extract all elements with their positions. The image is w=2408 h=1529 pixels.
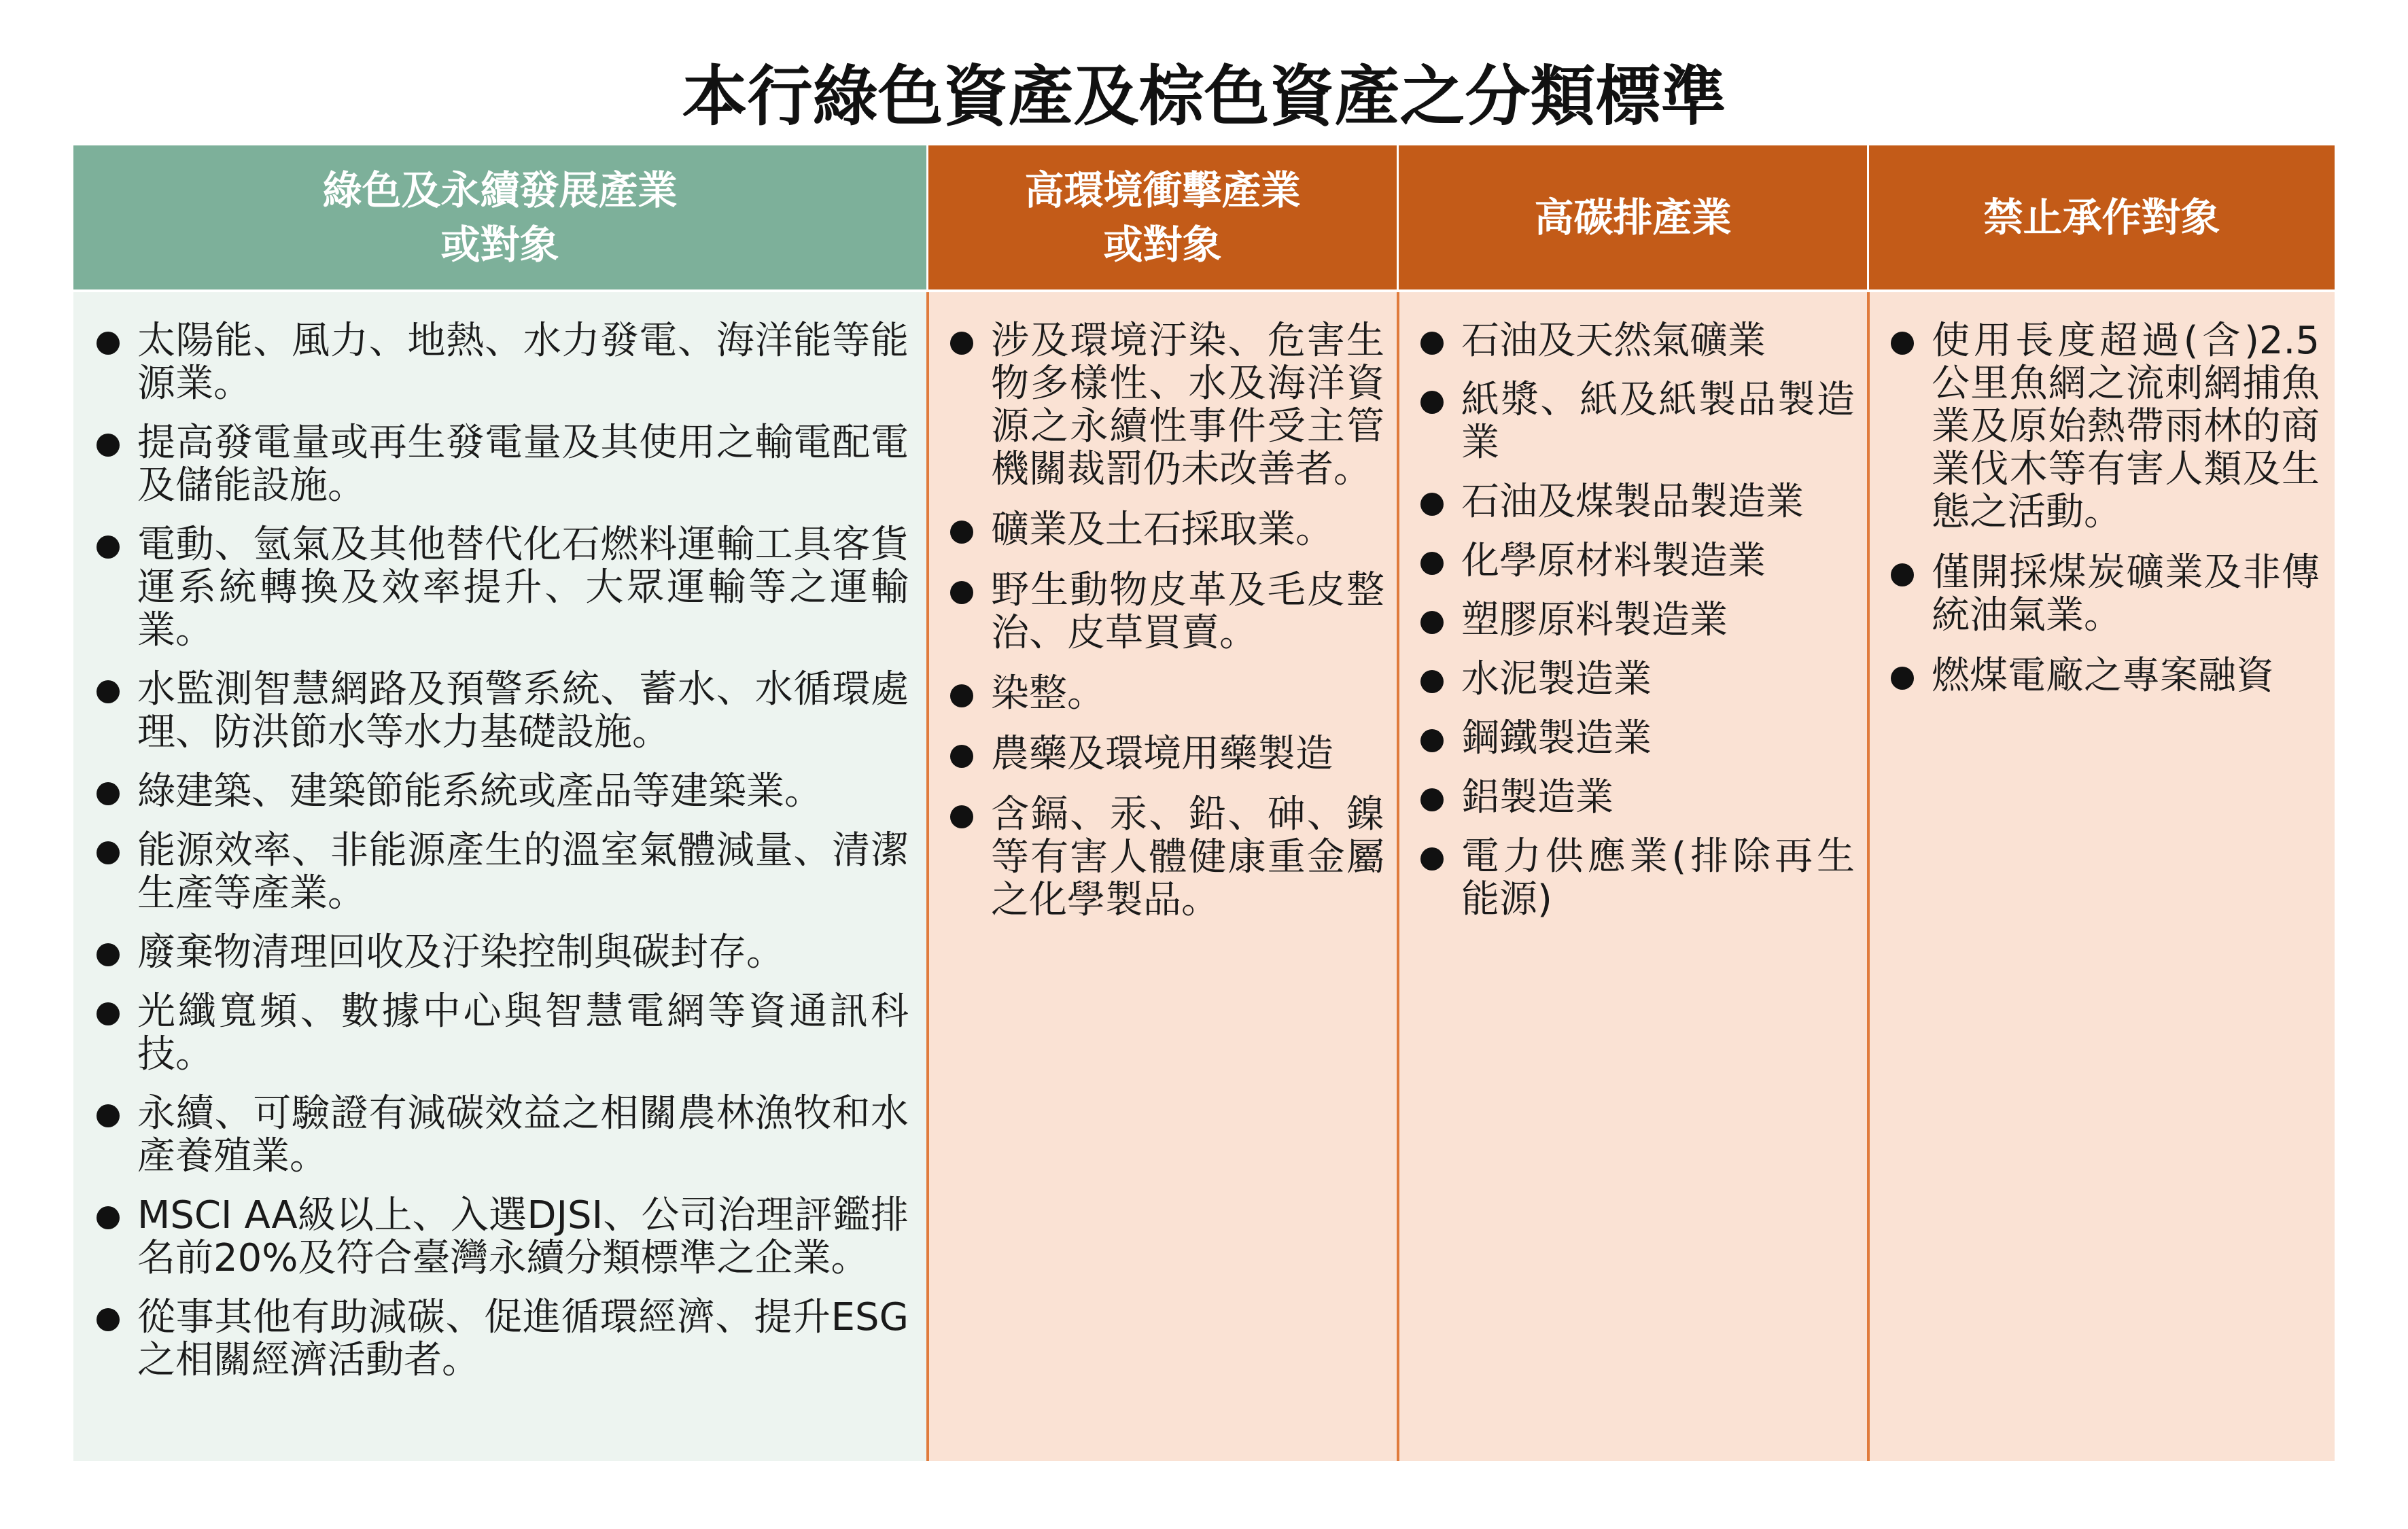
bullet-icon: [1891, 332, 1914, 355]
list-item: [95, 1092, 909, 1178]
column-header: 高碳排產業: [1399, 145, 1867, 289]
bullet-icon: [97, 434, 120, 457]
item-list: [1419, 319, 1855, 921]
list-item-text: 染整。: [991, 671, 1105, 716]
list-item-text: 化學原材料製造業: [1461, 539, 1766, 583]
bullet-icon: [1891, 667, 1914, 690]
page-title: 本行綠色資產及棕色資產之分類標準: [682, 58, 1726, 135]
list-item-text: 從事其他有助減碳、促進循環經濟、提升ESG之相關經濟活動者。: [137, 1295, 909, 1382]
list-item: [95, 668, 909, 754]
list-item-text: 涉及環境汙染、危害生物多樣性、水及海洋資源之永續性事件受主管機關裁罰仍未改善者。: [991, 319, 1384, 491]
column-body: [928, 292, 1397, 1461]
bullet-icon: [97, 1104, 120, 1127]
list-item: [1419, 319, 1855, 362]
list-item: [95, 770, 909, 813]
bullet-icon: [950, 684, 973, 707]
list-item: [1419, 717, 1855, 760]
list-item: [949, 672, 1384, 715]
column-header: 綠色及永續發展產業 或對象: [73, 145, 926, 289]
list-item-text: 僅開採煤炭礦業及非傳統油氣業。: [1932, 550, 2320, 637]
list-item-text: 燃煤電廠之專案融資: [1932, 654, 2274, 698]
list-item: [949, 569, 1384, 654]
list-item: [1419, 658, 1855, 701]
list-item-text: 水監測智慧網路及預警系統、蓄水、水循環處理、防洪節水等水力基礎設施。: [137, 667, 909, 754]
list-item-text: 塑膠原料製造業: [1461, 598, 1728, 642]
column-body: [73, 292, 926, 1461]
list-item: [1889, 551, 2320, 637]
list-item-text: 永續、可驗證有減碳效益之相關農林漁牧和水產養殖業。: [137, 1091, 909, 1178]
list-item: [1419, 835, 1855, 921]
header-divider: [73, 289, 2335, 292]
column-prohibited: [1869, 145, 2335, 1461]
list-item-text: 太陽能、風力、地熱、水力發電、海洋能等能源業。: [137, 319, 909, 406]
column-divider: [1867, 292, 1870, 1461]
bullet-icon: [97, 841, 120, 864]
column-header: 禁止承作對象: [1869, 145, 2335, 289]
list-item-text: 紙漿、紙及紙製品製造業: [1461, 378, 1855, 465]
bullet-icon: [1420, 788, 1444, 811]
list-item-text: 電力供應業(排除再生能源): [1461, 834, 1855, 921]
list-item: [95, 1194, 909, 1280]
list-item: [95, 319, 909, 405]
column-body: [1399, 292, 1867, 1461]
list-item: [1419, 599, 1855, 642]
item-list: [949, 319, 1384, 921]
list-item: [1419, 480, 1855, 523]
list-item: [1419, 379, 1855, 464]
list-item-text: 能源效率、非能源產生的溫室氣體減量、清潔生產等產業。: [137, 828, 909, 915]
bullet-icon: [97, 1308, 120, 1331]
list-item-text: 野生動物皮革及毛皮整治、皮草買賣。: [991, 568, 1384, 655]
list-item: [95, 1296, 909, 1382]
bullet-icon: [950, 581, 973, 604]
bullet-icon: [97, 1002, 120, 1025]
list-item-text: 農藥及環境用藥製造: [991, 732, 1333, 776]
list-item: [95, 931, 909, 974]
list-item-text: MSCI AA級以上、入選DJSI、公司治理評鑑排名前20%及符合臺灣永續分類標準之企業。: [137, 1193, 909, 1280]
list-item-text: 礦業及土石採取業。: [991, 508, 1333, 552]
list-item: [1889, 319, 2320, 533]
column-divider: [1397, 292, 1399, 1461]
column-green-sustainable: [73, 145, 926, 1461]
bullet-icon: [97, 680, 120, 703]
list-item: [949, 793, 1384, 921]
bullet-icon: [1420, 332, 1444, 355]
list-item-text: 提高發電量或再生發電量及其使用之輸電配電及儲能設施。: [137, 421, 909, 508]
list-item-text: 光纖寬頻、數據中心與智慧電網等資通訊科技。: [137, 989, 909, 1076]
list-item-text: 使用長度超過(含)2.5公里魚網之流刺網捕魚業及原始熱帶雨林的商業伐木等有害人類及生態之活動。: [1932, 319, 2320, 534]
column-high-environmental-impact: [928, 145, 1397, 1461]
list-item-text: 石油及煤製品製造業: [1461, 480, 1804, 524]
list-item: [949, 319, 1384, 491]
list-item: [1889, 654, 2320, 697]
bullet-icon: [97, 535, 120, 559]
bullet-icon: [97, 782, 120, 805]
list-item-text: 鋼鐵製造業: [1461, 716, 1652, 760]
list-item-text: 水泥製造業: [1461, 657, 1652, 701]
bullet-icon: [1420, 552, 1444, 575]
list-item-text: 廢棄物清理回收及汙染控制與碳封存。: [137, 930, 784, 974]
bullet-icon: [97, 943, 120, 966]
column-header: 高環境衝擊產業 或對象: [928, 145, 1397, 289]
bullet-icon: [950, 521, 973, 544]
list-item: [1419, 540, 1855, 582]
bullet-icon: [1420, 493, 1444, 516]
classification-table: [73, 145, 2335, 1461]
list-item-text: 石油及天然氣礦業: [1461, 319, 1766, 363]
bullet-icon: [950, 745, 973, 768]
bullet-icon: [1891, 563, 1914, 586]
bullet-icon: [97, 1206, 120, 1229]
bullet-icon: [1420, 611, 1444, 634]
item-list: [95, 319, 909, 1382]
column-high-carbon-emission: [1399, 145, 1867, 1461]
column-divider: [926, 292, 929, 1461]
list-item: [949, 508, 1384, 551]
bullet-icon: [1420, 729, 1444, 752]
item-list: [1889, 319, 2320, 697]
column-body: [1869, 292, 2335, 1461]
list-item: [949, 733, 1384, 775]
list-item-text: 鋁製造業: [1461, 775, 1613, 820]
bullet-icon: [1420, 391, 1444, 414]
list-item-text: 綠建築、建築節能系統或產品等建築業。: [137, 769, 822, 813]
list-item-text: 電動、氫氣及其他替代化石燃料運輸工具客貨運系統轉換及效率提升、大眾運輸等之運輸業。: [137, 523, 909, 652]
list-item: [95, 421, 909, 507]
list-item: [95, 990, 909, 1076]
bullet-icon: [950, 805, 973, 828]
list-item-text: 含鎘、汞、鉛、砷、鎳等有害人體健康重金屬之化學製品。: [991, 792, 1384, 922]
bullet-icon: [1420, 847, 1444, 871]
bullet-icon: [97, 332, 120, 355]
bullet-icon: [950, 332, 973, 355]
list-item: [95, 523, 909, 652]
list-item: [1419, 776, 1855, 819]
bullet-icon: [1420, 670, 1444, 693]
list-item: [95, 829, 909, 915]
